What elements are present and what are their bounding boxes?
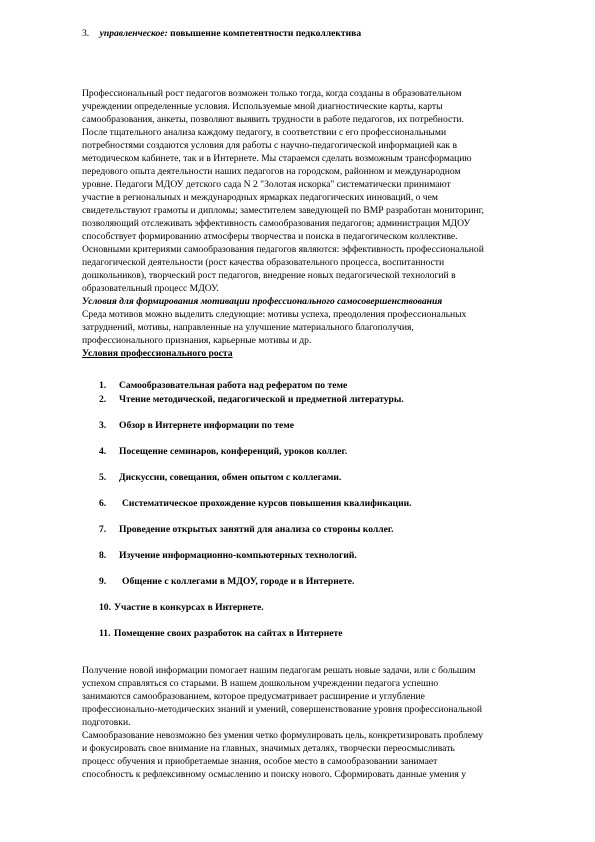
paragraph-3-line: занимаются самообразованием, которое предусматривает расширение и углубление [82,691,425,702]
list-item-text: Проведение открытых занятий для анализа со стороны коллег. [119,524,394,535]
list-item-text: Обзор в Интернете информации по теме [119,420,295,431]
paragraph-1-line: свидетельствуют грамоты и дипломы; заместителем заведующей по ВМР разработан мониторинг, [82,205,484,216]
list-item-number: 6. [99,498,107,509]
paragraph-1-line: учреждении определенные условия. Используемые мной диагностические карты, карты [82,101,443,112]
heading-item-label: управленческое: [99,28,168,39]
list-item-number: 5. [99,472,107,483]
list-item-number: 1. [99,380,107,391]
paragraph-2-line: Среда мотивов можно выделить следующие: мотивы успеха, преодоления профессиональных [82,309,467,320]
paragraph-1-line: самообразования, анкеты, позволяют выявить трудности в работе педагогов, их потребности. [82,114,464,125]
list-item-text: Общение с коллегами в МДОУ, городе и в Интернете. [122,576,355,587]
list-item [99,602,264,614]
paragraph-3-line: подготовки. [82,717,131,728]
paragraph-1-line: Основными критериями самообразования педагогов являются: эффективность профессиональной [82,244,484,255]
list-item-text: Помещение своих разработок на сайтах в Интернете [114,628,343,639]
list-item-number: 8. [99,550,107,561]
list-item-number: 4. [99,446,107,457]
paragraph-4-line: и фокусировать свое внимание на главных, значимых деталях, творчески переосмысливать [82,743,455,754]
paragraph-2-line: затруднений, мотивы, направленные на улучшение материального благополучия, [82,322,414,333]
paragraph-1-line: После тщательного анализа каждому педагогу, в соответствии с его профессиональными [82,127,447,138]
list-item [99,472,341,484]
paragraph-1-line: педагогической деятельности (рост качества образовательного процесса, воспитанности [82,257,445,268]
subheading-growth: Условия профессионального роста [82,348,233,359]
heading-item-number: 3. [82,28,90,39]
list-item-number: 3. [99,420,107,431]
list-item-number: 11. [99,628,111,639]
paragraph-1-line: способствует формированию атмосферы творчества и поиска в педагогическом коллективе. [82,231,458,242]
list-item-text: Дискуссии, совещания, обмен опытом с коллегами. [119,472,342,483]
list-item-number: 2. [99,394,107,405]
paragraph-4-line: процесс обучения и приобретаемые знания, особое место в самообразовании занимает [82,756,438,767]
paragraph-2-line: профессионального признания, карьерные мотивы и др. [82,335,312,346]
list-item-number: 10. [99,602,111,613]
list-item-text: Самообразовательная работа над рефератом по теме [119,380,348,391]
list-item [99,550,357,562]
paragraph-1-line: потребностями создаются условия для работы с научно-педагогической информацией как в [82,140,458,151]
paragraph-3-line: Получение новой информации помогает нашим педагогам решать новые задачи, или с большим [82,665,476,676]
heading-item-3 [82,28,361,40]
list-item [99,446,347,458]
list-item [99,380,347,392]
paragraph-1-line: методическом кабинете, так и в Интернете. Мы стараемся сделать возможным трансформацию [82,153,472,164]
list-item-number: 9. [99,576,107,587]
list-item-text: Изучение информационно-компьютерных технологий. [119,550,357,561]
paragraph-1-line: образовательный процесс МДОУ. [82,283,219,294]
list-item [99,576,354,588]
paragraph-1-line: дошкольников), творческий рост педагогов, внедрение новых педагогической технологий в [82,270,456,281]
subheading-conditions: Условия для формирования мотивации профессионального самосовершенствования [82,296,443,307]
paragraph-3-line: профессионально-методических знаний и умений, совершенствование уровня профессиональной [82,704,482,715]
list-item [99,394,404,406]
list-item-number: 7. [99,524,107,535]
list-item [99,628,342,640]
list-item [99,498,412,510]
list-item-text: Участие в конкурсах в Интернете. [114,602,264,613]
paragraph-1-line: Профессиональный рост педагогов возможен только тогда, когда созданы в образовательном [82,88,462,99]
list-item [99,420,294,432]
paragraph-4-line: способность к рефлексивному осмыслению и поиску нового. Сформировать данные умения у [82,769,467,780]
list-item-text: Чтение методической, педагогической и предметной литературы. [119,394,404,405]
paragraph-1-line: передового опыта деятельности наших педагогов на городском, районном и международном [82,166,461,177]
list-item [99,524,394,536]
list-item-text: Систематическое прохождение курсов повышения квалификации. [122,498,412,509]
paragraph-1-line: участие в региональных и международных ярмарках педагогических инноваций, о чем [82,192,438,203]
paragraph-1-line: уровне. Педагоги МДОУ детского сада N 2 "Золотая искорка" систематически принимают [82,179,451,190]
heading-item-text: повышение компетентности педколлектива [167,28,362,39]
paragraph-1-line: позволяющий отслеживать эффективность самообразования педагогов; администрация МДОУ [82,218,471,229]
list-item-text: Посещение семинаров, конференций, уроков коллег. [119,446,348,457]
paragraph-4-line: Самообразование невозможно без умения четко формулировать цель, конкретизировать проблему [82,730,483,741]
paragraph-3-line: успехом справляться со старыми. В нашем дошкольном учреждении педагога успешно [82,678,439,689]
